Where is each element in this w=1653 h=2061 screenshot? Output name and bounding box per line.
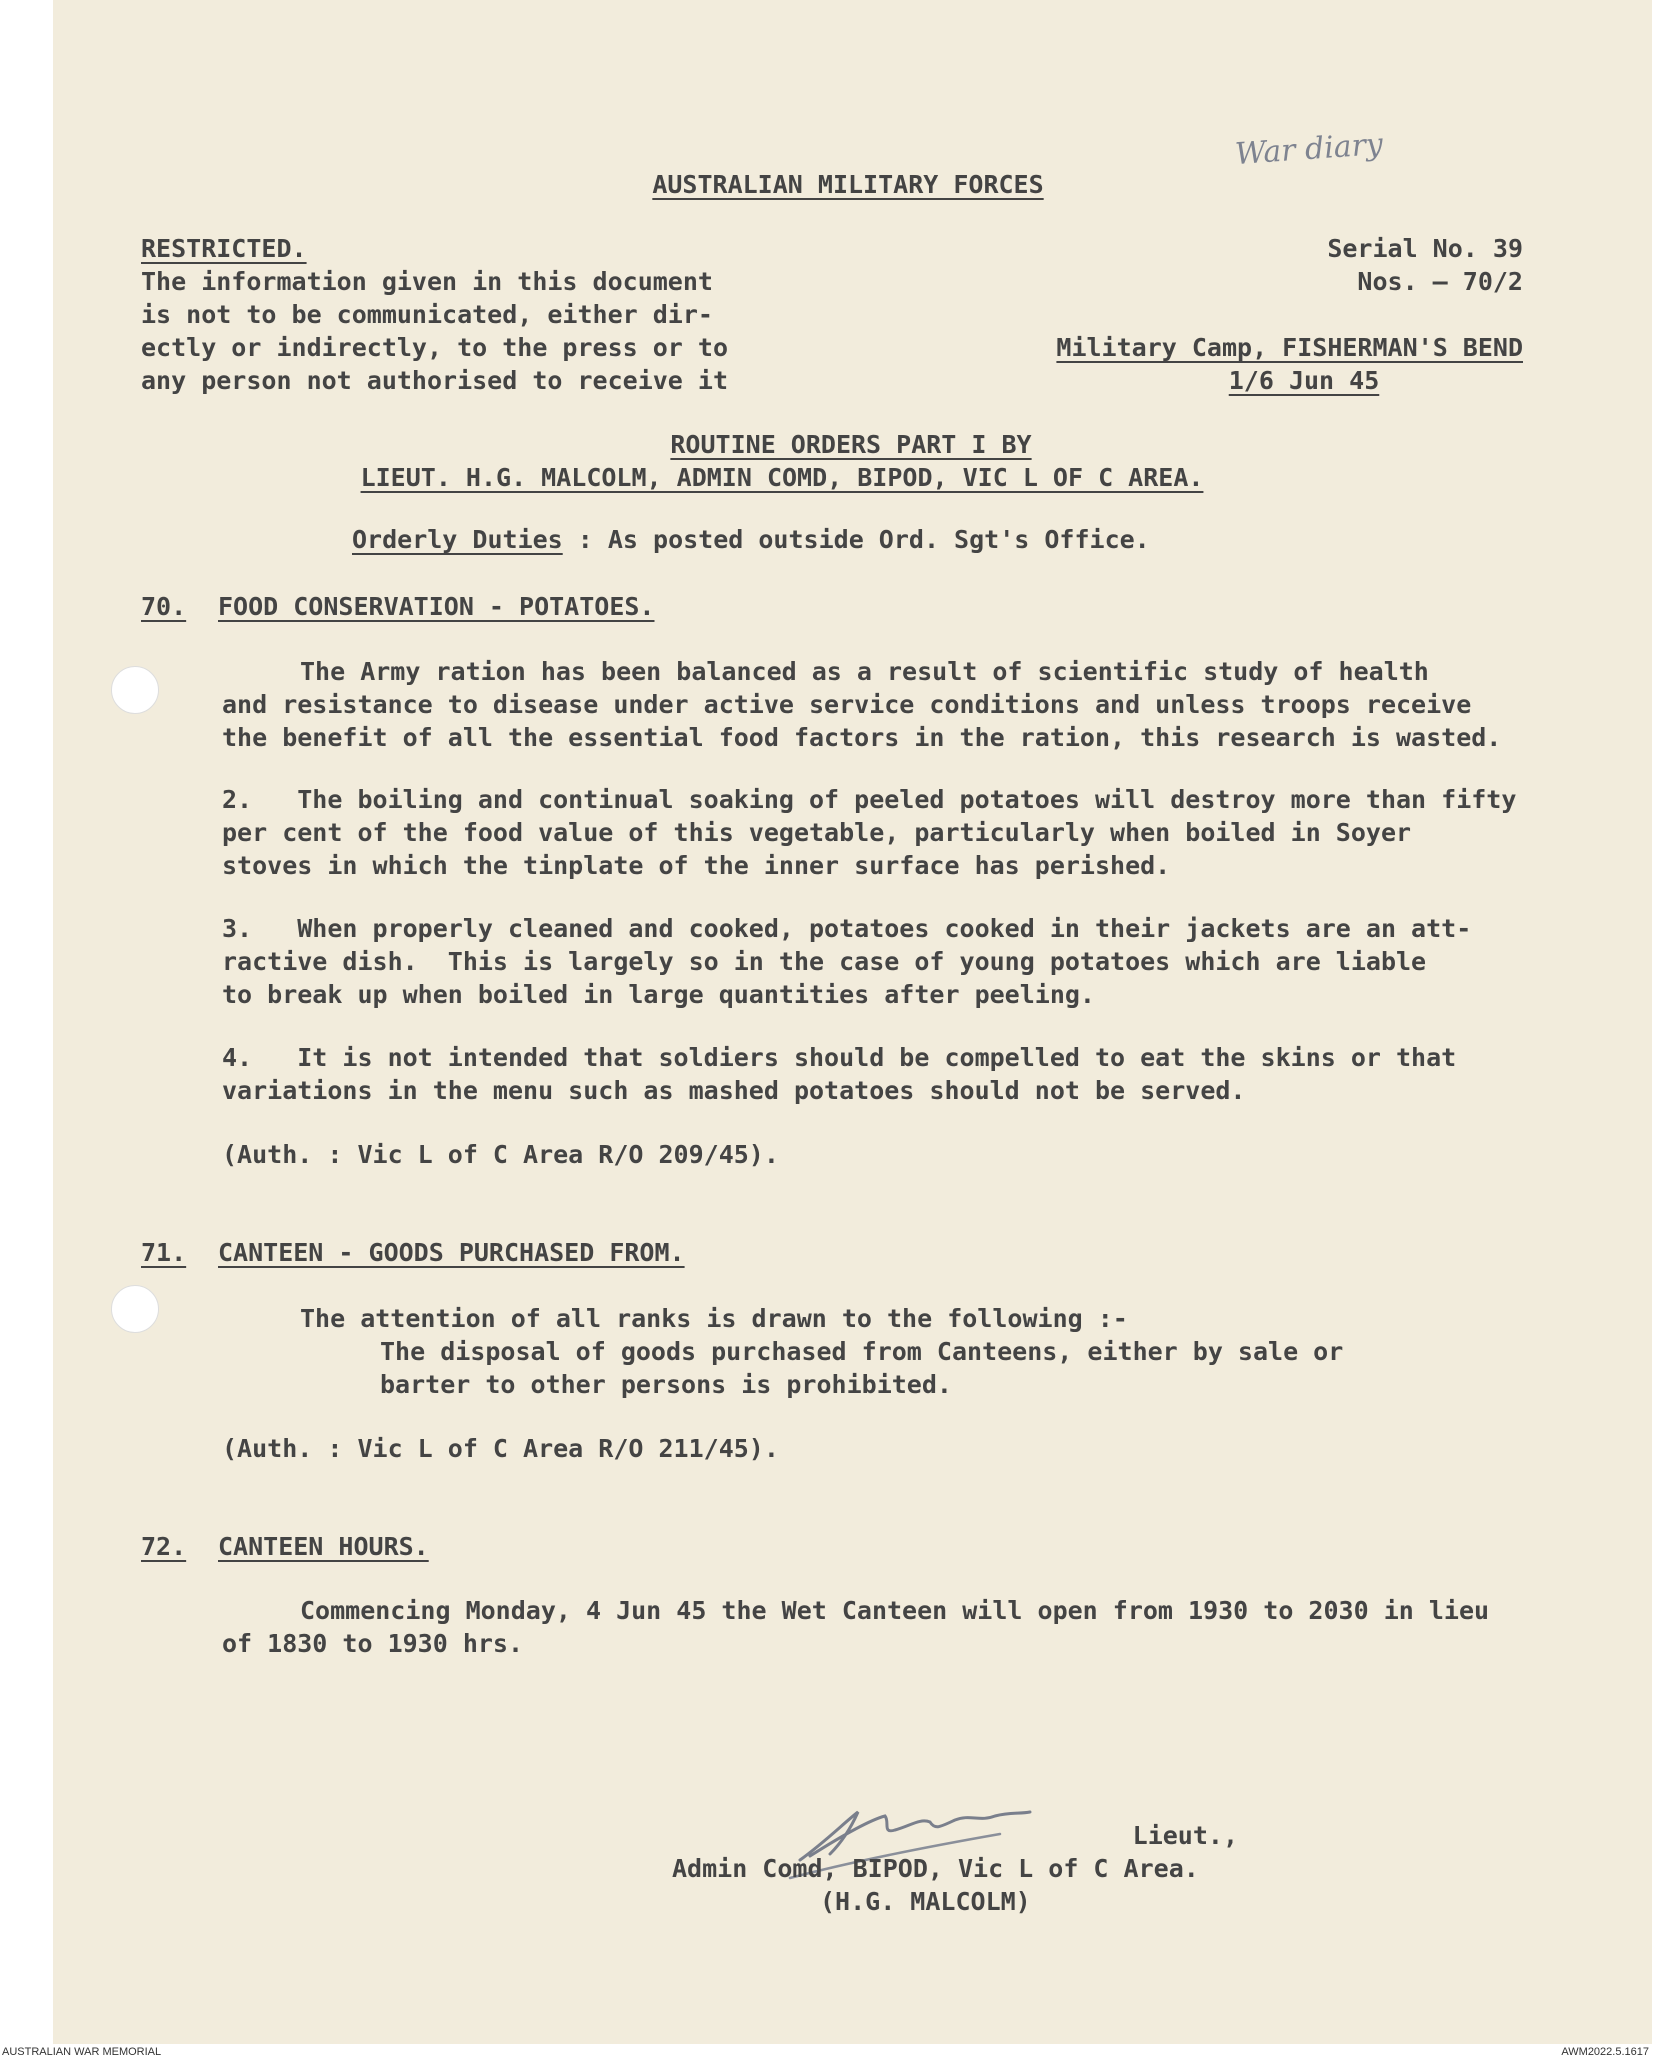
footer-catalogue-number: AWM2022.5.1617	[1561, 2046, 1649, 2058]
orderly-label: Orderly Duties	[352, 525, 563, 554]
section-heading: CANTEEN HOURS.	[218, 1532, 429, 1561]
paragraph-line: to break up when boiled in large quantities after peeling.	[222, 980, 1095, 1009]
orders-subtitle: LIEUT. H.G. MALCOLM, ADMIN COMD, BIPOD, VIC L OF C AREA.	[360, 463, 1204, 492]
serial-number: Serial No. 39	[1327, 234, 1523, 263]
section-number: 70.	[141, 592, 187, 621]
paragraph-line: per cent of the food value of this vegetable, particularly when boiled in Soyer	[222, 818, 1412, 847]
paragraph-line: of 1830 to 1930 hrs.	[222, 1629, 524, 1658]
date: 1/6 Jun 45	[1228, 366, 1380, 395]
authority-reference: (Auth. : Vic L of C Area R/O 211/45).	[222, 1434, 779, 1463]
paragraph-line: variations in the menu such as mashed potatoes should not be served.	[222, 1076, 1246, 1105]
signature-name: (H.G. MALCOLM)	[820, 1887, 1031, 1916]
paragraph-line: ractive dish. This is largely so in the case of young potatoes which are liable	[222, 947, 1427, 976]
nos-number: Nos. — 70/2	[1357, 267, 1523, 296]
paragraph-line: The Army ration has been balanced as a result of scientific study of health	[300, 657, 1429, 686]
signature-appointment: Admin Comd, BIPOD, Vic L of C Area.	[672, 1854, 1199, 1883]
restricted-line: ectly or indirectly, to the press or to	[141, 333, 728, 362]
orders-title: ROUTINE ORDERS PART I BY	[670, 430, 1032, 459]
orderly-text: : As posted outside Ord. Sgt's Office.	[562, 525, 1150, 554]
paragraph-line: The disposal of goods purchased from Canteens, either by sale or	[380, 1337, 1344, 1366]
document-title: AUSTRALIAN MILITARY FORCES	[652, 170, 1044, 199]
orderly-duties	[352, 523, 1150, 556]
paragraph-line: barter to other persons is prohibited.	[380, 1370, 952, 1399]
paragraph-line: and resistance to disease under active service conditions and unless troops receive	[222, 690, 1472, 719]
restricted-line: any person not authorised to receive it	[141, 366, 728, 395]
location: Military Camp, FISHERMAN'S BEND	[1056, 333, 1523, 362]
section-number: 71.	[141, 1238, 187, 1267]
paragraph-line: Commencing Monday, 4 Jun 45 the Wet Canteen will open from 1930 to 2030 in lieu	[300, 1596, 1490, 1625]
paragraph-line: the benefit of all the essential food factors in the ration, this research is wasted.	[222, 723, 1502, 752]
section-heading: FOOD CONSERVATION - POTATOES.	[218, 592, 655, 621]
footer-bar	[0, 2044, 1653, 2061]
paragraph-line: stoves in which the tinplate of the inner surface has perished.	[222, 851, 1171, 880]
paragraph-line: 3. When properly cleaned and cooked, potatoes cooked in their jackets are an att-	[222, 914, 1472, 943]
punch-hole	[111, 1285, 159, 1333]
paragraph-line: 4. It is not intended that soldiers should be compelled to eat the skins or that	[222, 1043, 1457, 1072]
restricted-line: The information given in this document	[141, 267, 713, 296]
punch-hole	[111, 666, 159, 714]
restricted-heading: RESTRICTED.	[141, 234, 307, 263]
handwritten-annotation: War diary	[1233, 126, 1385, 173]
authority-reference: (Auth. : Vic L of C Area R/O 209/45).	[222, 1140, 779, 1169]
section-number: 72.	[141, 1532, 187, 1561]
paragraph-line: The attention of all ranks is drawn to the following :-	[300, 1304, 1128, 1333]
signature-rank: Lieut.,	[1132, 1821, 1238, 1850]
section-heading: CANTEEN - GOODS PURCHASED FROM.	[218, 1238, 685, 1267]
restricted-line: is not to be communicated, either dir-	[141, 300, 713, 329]
footer-institution: AUSTRALIAN WAR MEMORIAL	[2, 2046, 162, 2058]
paragraph-line: 2. The boiling and continual soaking of peeled potatoes will destroy more than fifty	[222, 785, 1517, 814]
